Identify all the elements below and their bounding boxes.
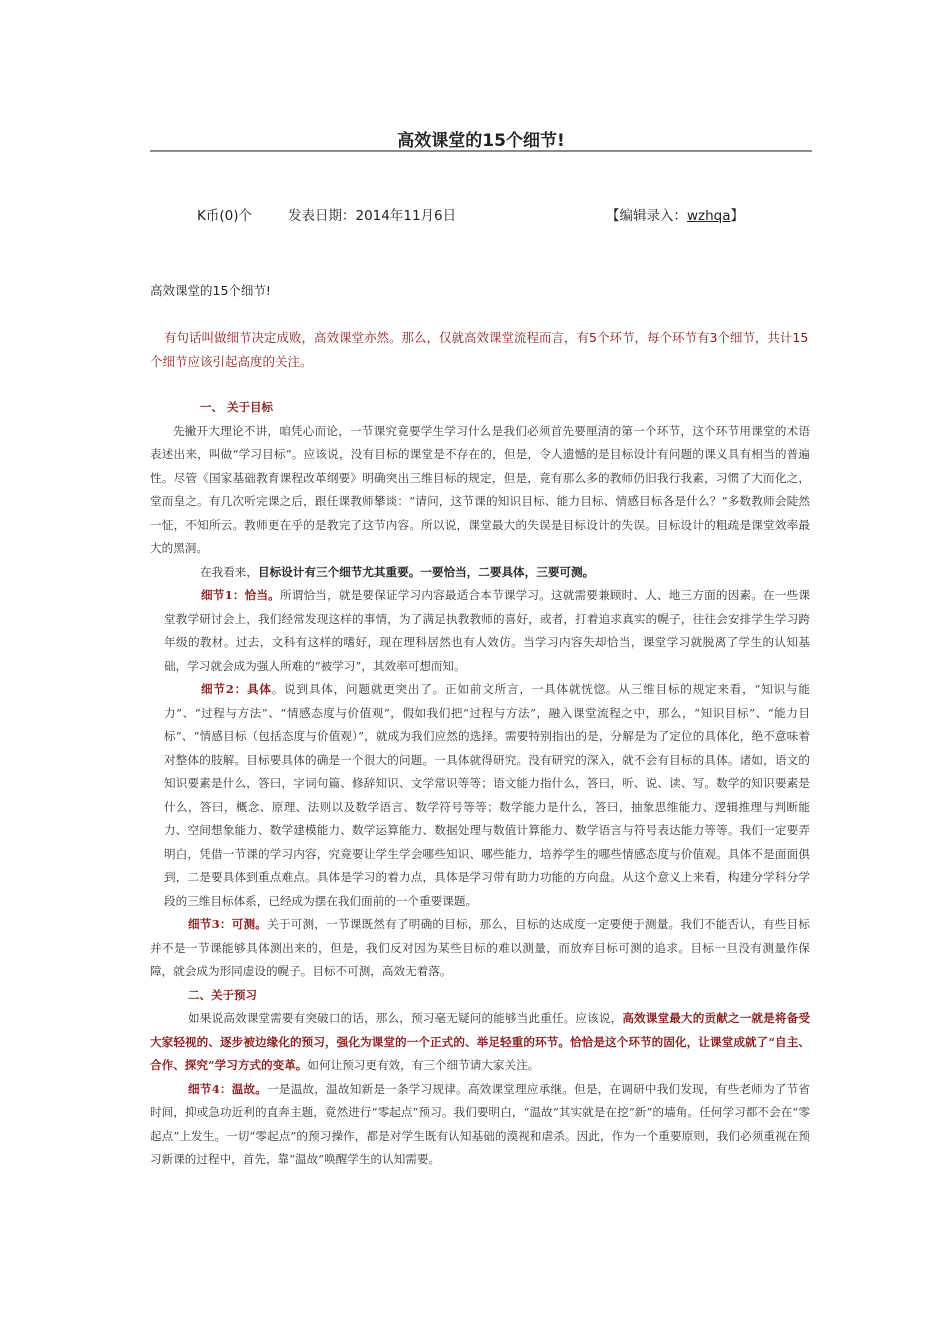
detail-3-label: 细节3：可测。: [188, 917, 268, 931]
detail-2-text: 。说到具体，问题就更突出了。正如前文所言，一具体就恍惚。从三维目标的规定来看，“知识与能力”、“过程与方法”、“情感态度与价值观”，假如我们把“过程与方法”，融入课堂流程之中，那么，“知识目标”、“能力目标”、“情感目标（包括态度与价值观）”，就成为我们应然的选择。需要特别指出的是，分解是为了定位的具体化，绝不意味着对整体的肢解。目标要具体的确是一个很大的问题。一具体就得研究。没有研究的深入，就不会有目标的具体。诸如，语文的知识要素是什么，答曰，字词句篇、修辞知识、文学常识等等；语文能力指什么，答曰，听、说、读、写。数学的知识要素是什么，答曰，概念、原理、法则以及数学语言、数学符号等等；数学能力是什么，答曰，抽象思维能力、逻辑推理与判断能力、空间想象能力、数学建模能力、数学运算能力、数据处理与数值计算能力、数学语言与符号表达能力等等。我们一定要弄明白，凭借一节课的学习内容，究竟要让学生学会哪些知识、哪些能力，培养学生的哪些情感态度与价值观。具体不是面面俱到，二是要具体到重点难点。具体是学习的着力点，具体是学习带有助力功能的方向盘。从这个意义上来看，构建分学科分学段的三维目标体系，已经成为摆在我们面前的一个重要课题。: [164, 682, 810, 908]
goals-summary-lead: 在我看来，: [200, 564, 258, 579]
detail-3-text: 关于可测，一节课既然有了明确的目标，那么，目标的达成度一定要便于测量。我们不能否认，有些目标并不是一节课能够具体测出来的，但是，我们反对因为某些目标的难以测量，而放弃目标可测的追求。目标一旦没有测量作保障，就会成为形同虚设的幌子。目标不可测，高效无着落。: [150, 917, 810, 978]
detail-2-label: 细节2：具体: [201, 682, 272, 696]
preview-lead: 如果说高效课堂需要有突破口的话，那么，预习毫无疑问的能够当此重任。应该说，: [188, 1011, 623, 1025]
editor-info: [606, 204, 744, 224]
section-heading-goals: 一、 关于目标: [200, 400, 274, 414]
article-subtitle: 高效课堂的15个细节!: [150, 283, 271, 298]
editor-suffix: 】: [730, 208, 745, 224]
detail-2: [150, 678, 810, 913]
detail-1-text: 所谓恰当，就是要保证学习内容最适合本节课学习。这就需要兼顾时、人、地三方面的因素。在一些课堂教学研讨会上，我们经常发现这样的事情，为了满足执教教师的喜好，或者，打着追求真实的幌子，往往会安排学生学习跨年级的教材。过去，文科有这样的嗜好，现在理科居然也有人效仿。当学习内容失却恰当，课堂学习就脱离了学生的认知基础，学习就会成为强人所难的“被学习”，其效率可想而知。: [164, 588, 810, 673]
editor-link[interactable]: wzhqa: [687, 208, 731, 224]
section-heading-preview: 二、关于预习: [188, 987, 257, 1002]
detail-4: [150, 1078, 810, 1172]
coins-count: K币(0)个: [197, 208, 252, 224]
detail-1-label: 细节1：恰当。: [201, 588, 280, 602]
editor-prefix: 【编辑录入：: [606, 208, 687, 224]
detail-3: [150, 913, 810, 984]
goals-summary-bold: 目标设计有三个细节尤其重要。一要恰当，二要具体，三要可测。: [257, 564, 595, 579]
preview-tail: 如何让预习更有效，有三个细节请大家关注。: [307, 1058, 540, 1072]
article-title: 高效课堂的15个细节!: [397, 131, 565, 151]
detail-4-text: 一是温故，温故知新是一条学习规律。高效课堂理应承继。但是，在调研中我们发现，有些老师为了节省时间，抑或急功近利的直奔主题，竟然进行“零起点”预习。我们要明白，“温故”其实就是在挖“新”的墙角。任何学习都不会在“零起点”上发生。一切“零起点”的预习操作，都是对学生既有认知基础的漠视和虐杀。因此，作为一个重要原则，我们必须重视在预习新课的过程中，首先，靠“温故”唤醒学生的认知需要。: [150, 1081, 810, 1166]
title-divider: [150, 150, 812, 152]
detail-1: [150, 584, 810, 678]
preview-paragraph: [150, 1007, 810, 1078]
intro-paragraph: 有句话叫做细节决定成败，高效课堂亦然。那么，仅就高效课堂流程而言，有5个环节，每个环节有3个细节，共计15个细节应该引起高度的关注。: [150, 330, 809, 369]
publish-date: 发表日期：2014年11月6日: [288, 208, 457, 224]
goals-paragraph: 先撇开大理论不讲，咱凭心而论，一节课究竟要学生学习什么是我们必须首先要厘清的第一个环节，这个环节用课堂的术语表述出来，叫做“学习目标”。应该说，没有目标的课堂是不存在的，但是，令人遗憾的是目标设计有问题的课义具有相当的普遍性。尽管《国家基础教育课程改革纲要》明确突出三维目标的规定，但是，竟有那么多的教师仍旧我行我素，习惯了大而化之，堂而皇之。有几次听完课之后，跟任课教师攀谈：“请问，这节课的知识目标、能力目标、情感目标各是什么？”多数教师会陡然一怔，不知所云。教师更在乎的是教完了这节内容。所以说，课堂最大的失误是目标设计的失误。目标设计的粗疏是课堂效率最大的黑洞。: [150, 423, 810, 555]
goals-summary: [150, 561, 810, 585]
detail-4-label: 细节4：温故。: [188, 1081, 268, 1096]
article-body: [150, 396, 810, 1172]
preview-bold: 高效课堂最大的贡献之一就是将备受大家轻视的、逐步被边缘化的预习，强化为课堂的一个正式的、举足轻重的环节。恰恰是这个环节的固化，让课堂成就了“自主、合作、探究”学习方式的变革。: [150, 1011, 810, 1072]
